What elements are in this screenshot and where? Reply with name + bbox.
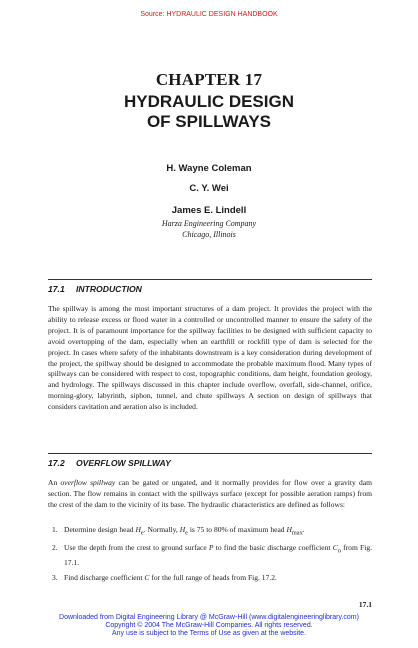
text-run: Find discharge coefficient [64, 572, 145, 582]
symbol-h: H [135, 525, 141, 534]
list-item [48, 525, 372, 539]
section-number: 17.2 [48, 458, 65, 468]
footer [0, 614, 418, 639]
steps-list [48, 525, 372, 588]
footer-copyright: Copyright © 2004 The McGraw-Hill Companies. All rights reserved. [105, 622, 313, 630]
affiliation-city: Chicago, Illinois [182, 230, 236, 239]
subscript: max [291, 529, 303, 537]
source-line: Source: HYDRAULIC DESIGN HANDBOOK [140, 11, 278, 18]
footer-terms: Any use is subject to the Terms of Use as given at the website. [111, 630, 307, 638]
page-number: 17.1 [358, 600, 372, 609]
subscript: o [337, 547, 341, 555]
intro-paragraph: The spillway is among the most important structures of a dam project. It provides the project with the ability to release excess or flood water in a controlled or uncontrolled manner to ensure the safety of the project. It is of paramount importance for the spillway facilities to be designed with sufficient capacity to avoid overtopping of the dam, especially when an earthfill or rockfill type of dam is selected for the project. In cases where safety of the inhabitants downstream is a key consideration during development of the project, the spillway should be designed to accommodate the probable maximum flood. Many types of spillways can be considered with respect to cost, topographic conditions, dam height, foundation geology, and hydrology. The spillways discussed in this chapter include overflow, overfall, side-channel, orifice, morning-glory, labyrinth, siphon, tunnel, and chute spillways A section on design of spillways that considers cavitation and aeration also is included. [48, 304, 372, 412]
section-title: INTRODUCTION [76, 284, 142, 294]
overflow-paragraph [48, 478, 372, 511]
subscript: e [140, 529, 144, 537]
text-run: is 75 to 80% of maximum head [187, 525, 287, 534]
symbol-c: C [144, 572, 150, 582]
text-run: Determine design head [64, 525, 136, 534]
text-run: . Normally, [143, 525, 180, 534]
title-line-2: OF SPILLWAYS [146, 112, 272, 131]
text-run: to find the basic discharge coefficient [213, 543, 333, 553]
symbol-h: H [179, 525, 186, 534]
author-2: C. Y. Wei [189, 183, 229, 194]
chapter-number: CHAPTER 17 [155, 70, 263, 89]
author-3: James E. Lindell [171, 205, 247, 216]
text-run: . [302, 525, 305, 534]
author-1: H. Wayne Coleman [166, 163, 252, 174]
item-number: 1. [52, 525, 58, 534]
footer-download-link[interactable]: Downloaded from Digital Engineering Library @ McGraw-Hill (www.digitalengineeringlibrary.com) [59, 614, 359, 621]
symbol-c: C [332, 543, 338, 553]
section-heading [48, 458, 372, 468]
text-run: Use the depth from the crest to ground surface [64, 543, 209, 553]
affiliation-company: Harza Engineering Company [161, 219, 257, 228]
section-rule [48, 279, 372, 280]
item-number: 3. [52, 572, 58, 582]
text-run: can be gated or ungated, and it normally provides for flow over a gravity dam section. The flow remains in contact with the spillways surface (except for possible aeration ramps) from the crest of the dam to the vicinity of its base. The hydraulic characteristics are defined as follows: [48, 478, 372, 509]
section-heading [48, 284, 372, 294]
section-title: OVERFLOW SPILLWAY [76, 458, 171, 468]
symbol-h: H [286, 525, 292, 534]
section-rule [48, 453, 372, 454]
text-run: An [48, 478, 61, 487]
subscript: e [185, 529, 188, 537]
text-run: from Fig. 17.1. [64, 543, 372, 567]
title-line-1: HYDRAULIC DESIGN [123, 92, 294, 111]
symbol-p: P [208, 543, 214, 553]
text-run: for the full range of heads from Fig. 17.2. [149, 572, 277, 582]
list-item [48, 573, 372, 584]
item-number: 2. [52, 543, 58, 553]
section-number: 17.1 [48, 284, 65, 294]
term-overflow-spillway: overflow spillway [60, 478, 116, 487]
chapter-title [0, 92, 418, 132]
list-item [48, 543, 372, 568]
